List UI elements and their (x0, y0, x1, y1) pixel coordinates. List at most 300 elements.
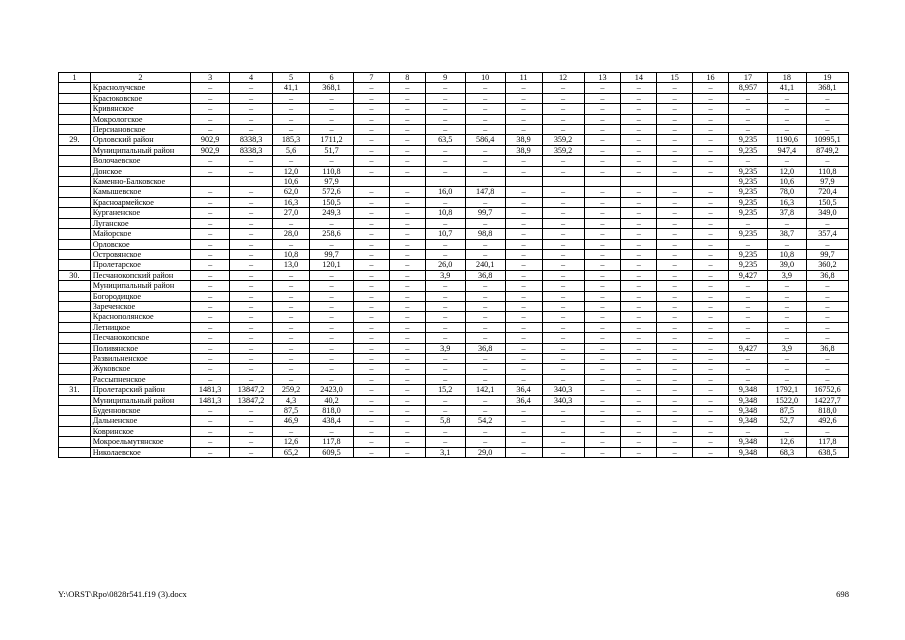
value-cell: – (728, 239, 767, 249)
value-cell: – (465, 83, 505, 93)
value-cell: – (806, 291, 848, 301)
value-cell: – (191, 197, 230, 207)
name-cell: Николаевское (90, 447, 190, 457)
data-table (58, 72, 849, 458)
value-cell: – (425, 249, 465, 259)
value-cell (59, 322, 91, 332)
value-cell: – (806, 353, 848, 363)
value-cell: – (389, 416, 425, 426)
value-cell (59, 343, 91, 353)
value-cell: – (728, 364, 767, 374)
name-cell: Муниципальный район (90, 145, 190, 155)
value-cell: 98,8 (465, 229, 505, 239)
value-cell: 10,6 (767, 177, 806, 187)
value-cell: – (389, 385, 425, 395)
value-cell: – (505, 312, 542, 322)
value-cell: – (425, 374, 465, 384)
value-cell: – (505, 270, 542, 280)
value-cell: – (728, 374, 767, 384)
value-cell (59, 166, 91, 176)
value-cell: 1190,6 (767, 135, 806, 145)
value-cell: 110,8 (806, 166, 848, 176)
value-cell: 5,6 (273, 145, 310, 155)
value-cell (59, 208, 91, 218)
value-cell (59, 395, 91, 405)
value-cell: – (693, 374, 729, 384)
name-cell: Донское (90, 166, 190, 176)
name-cell: Каменно-Балковское (90, 177, 190, 187)
value-cell: – (693, 197, 729, 207)
value-cell: 36,8 (465, 343, 505, 353)
value-cell (191, 177, 230, 187)
value-cell: – (693, 301, 729, 311)
table-row (59, 239, 849, 249)
value-cell: – (584, 416, 621, 426)
value-cell: – (465, 281, 505, 291)
value-cell (59, 145, 91, 155)
table-row (59, 104, 849, 114)
value-cell (59, 177, 91, 187)
value-cell: – (693, 281, 729, 291)
value-cell: 1481,3 (191, 395, 230, 405)
value-cell: – (354, 229, 390, 239)
value-cell: – (230, 187, 273, 197)
value-cell: – (191, 426, 230, 436)
value-cell: 10,8 (273, 249, 310, 259)
value-cell: 36,8 (806, 270, 848, 280)
value-cell: – (505, 343, 542, 353)
value-cell: – (354, 281, 390, 291)
value-cell (59, 426, 91, 436)
value-cell: 65,2 (273, 447, 310, 457)
value-cell: – (309, 156, 353, 166)
value-cell: – (584, 218, 621, 228)
value-cell: – (767, 426, 806, 436)
value-cell: – (505, 301, 542, 311)
value-cell (59, 406, 91, 416)
value-cell: – (657, 301, 693, 311)
value-cell: – (693, 322, 729, 332)
value-cell: – (389, 406, 425, 416)
value-cell: – (389, 239, 425, 249)
value-cell: – (542, 406, 584, 416)
value-cell: – (191, 125, 230, 135)
value-cell: 10995,1 (806, 135, 848, 145)
value-cell: 5,8 (425, 416, 465, 426)
table-row (59, 93, 849, 103)
name-cell: Островянское (90, 249, 190, 259)
value-cell: – (728, 322, 767, 332)
value-cell: – (584, 312, 621, 322)
value-cell (59, 249, 91, 259)
value-cell: – (693, 426, 729, 436)
value-cell: – (621, 145, 657, 155)
value-cell: 9,348 (728, 406, 767, 416)
value-cell: 357,4 (806, 229, 848, 239)
value-cell: – (657, 281, 693, 291)
value-cell: – (542, 239, 584, 249)
value-cell: 28,0 (273, 229, 310, 239)
value-cell: – (693, 270, 729, 280)
value-cell: – (584, 374, 621, 384)
value-cell: – (191, 281, 230, 291)
value-cell: 38,9 (505, 135, 542, 145)
value-cell: 87,5 (273, 406, 310, 416)
value-cell (59, 239, 91, 249)
value-cell: – (191, 374, 230, 384)
table-row (59, 343, 849, 353)
value-cell: – (230, 353, 273, 363)
value-cell: – (693, 239, 729, 249)
value-cell (59, 197, 91, 207)
table-row (59, 125, 849, 135)
value-cell: – (505, 437, 542, 447)
value-cell: – (728, 353, 767, 363)
value-cell: – (389, 281, 425, 291)
value-cell: – (728, 291, 767, 301)
table-row (59, 322, 849, 332)
table-row (59, 249, 849, 259)
value-cell: – (767, 281, 806, 291)
value-cell: 16752,6 (806, 385, 848, 395)
header-row (59, 73, 849, 83)
name-cell: Краснополянское (90, 312, 190, 322)
value-cell: – (806, 426, 848, 436)
value-cell (59, 229, 91, 239)
value-cell: – (354, 104, 390, 114)
value-cell: – (425, 281, 465, 291)
value-cell: – (465, 395, 505, 405)
value-cell (584, 177, 621, 187)
value-cell: 9,348 (728, 395, 767, 405)
value-cell: – (621, 281, 657, 291)
table-row (59, 156, 849, 166)
value-cell: – (542, 291, 584, 301)
value-cell: – (309, 239, 353, 249)
value-cell: – (354, 395, 390, 405)
value-cell: – (230, 343, 273, 353)
value-cell: – (584, 135, 621, 145)
value-cell: – (465, 301, 505, 311)
value-cell: – (657, 145, 693, 155)
value-cell: – (389, 374, 425, 384)
value-cell: – (389, 218, 425, 228)
value-cell: – (191, 343, 230, 353)
value-cell: 63,5 (425, 135, 465, 145)
value-cell: – (505, 260, 542, 270)
name-cell: Персиановское (90, 125, 190, 135)
value-cell: – (389, 343, 425, 353)
value-cell: – (230, 281, 273, 291)
value-cell (59, 301, 91, 311)
value-cell: – (389, 114, 425, 124)
value-cell: – (584, 333, 621, 343)
value-cell: – (191, 437, 230, 447)
value-cell: – (230, 249, 273, 259)
table-row (59, 166, 849, 176)
value-cell: – (657, 239, 693, 249)
value-cell: – (584, 208, 621, 218)
value-cell: – (767, 104, 806, 114)
value-cell: – (230, 406, 273, 416)
value-cell: 117,8 (309, 437, 353, 447)
document-page (58, 72, 849, 458)
value-cell: – (505, 447, 542, 457)
value-cell: 110,8 (309, 166, 353, 176)
table-row (59, 447, 849, 457)
value-cell: – (389, 249, 425, 259)
value-cell: 9,235 (728, 177, 767, 187)
value-cell: – (584, 406, 621, 416)
value-cell: – (273, 353, 310, 363)
name-cell: Зареченское (90, 301, 190, 311)
value-cell: – (806, 125, 848, 135)
value-cell: – (230, 301, 273, 311)
value-cell: – (230, 437, 273, 447)
column-number-cell: 13 (584, 73, 621, 83)
value-cell: – (465, 166, 505, 176)
value-cell: – (621, 166, 657, 176)
value-cell: 52,7 (767, 416, 806, 426)
value-cell: – (425, 353, 465, 363)
value-cell: – (693, 406, 729, 416)
value-cell: – (191, 166, 230, 176)
value-cell (59, 260, 91, 270)
value-cell: – (309, 374, 353, 384)
value-cell: – (505, 426, 542, 436)
value-cell: – (584, 166, 621, 176)
value-cell: – (621, 218, 657, 228)
name-cell: Муниципальный район (90, 395, 190, 405)
value-cell: – (425, 197, 465, 207)
value-cell: – (389, 229, 425, 239)
value-cell: – (191, 187, 230, 197)
value-cell (693, 177, 729, 187)
value-cell: – (806, 218, 848, 228)
value-cell: – (389, 125, 425, 135)
value-cell: 9,235 (728, 249, 767, 259)
name-cell: Курганенское (90, 208, 190, 218)
value-cell: – (621, 125, 657, 135)
value-cell: – (693, 437, 729, 447)
value-cell: – (230, 208, 273, 218)
value-cell: – (621, 312, 657, 322)
table-row (59, 187, 849, 197)
value-cell: – (191, 406, 230, 416)
value-cell: – (584, 426, 621, 436)
value-cell: – (505, 125, 542, 135)
value-cell: – (505, 406, 542, 416)
value-cell: – (621, 426, 657, 436)
value-cell: 368,1 (806, 83, 848, 93)
name-cell: Краснолучское (90, 83, 190, 93)
value-cell: – (806, 374, 848, 384)
value-cell: – (273, 114, 310, 124)
value-cell: – (191, 353, 230, 363)
value-cell: – (354, 145, 390, 155)
value-cell: – (542, 114, 584, 124)
value-cell: 9,235 (728, 187, 767, 197)
table-row (59, 218, 849, 228)
value-cell: – (584, 156, 621, 166)
value-cell: – (693, 114, 729, 124)
value-cell: – (354, 385, 390, 395)
value-cell (59, 353, 91, 363)
value-cell: – (505, 416, 542, 426)
value-cell: 638,5 (806, 447, 848, 457)
value-cell: 41,1 (767, 83, 806, 93)
value-cell: – (657, 166, 693, 176)
value-cell: – (354, 291, 390, 301)
value-cell: 359,2 (542, 145, 584, 155)
value-cell: – (389, 312, 425, 322)
value-cell: – (584, 364, 621, 374)
value-cell: 340,3 (542, 385, 584, 395)
value-cell: – (657, 385, 693, 395)
value-cell: – (767, 291, 806, 301)
value-cell: – (767, 312, 806, 322)
value-cell: – (657, 353, 693, 363)
value-cell: 87,5 (767, 406, 806, 416)
value-cell: – (309, 114, 353, 124)
value-cell: – (273, 281, 310, 291)
value-cell: – (191, 83, 230, 93)
value-cell (59, 93, 91, 103)
value-cell: – (309, 104, 353, 114)
value-cell: 117,8 (806, 437, 848, 447)
column-number-cell: 4 (230, 73, 273, 83)
value-cell: – (657, 197, 693, 207)
value-cell: – (465, 239, 505, 249)
value-cell: 359,2 (542, 135, 584, 145)
value-cell: – (230, 364, 273, 374)
value-cell: – (191, 229, 230, 239)
value-cell: – (273, 301, 310, 311)
value-cell: – (273, 270, 310, 280)
value-cell: – (542, 197, 584, 207)
value-cell: – (693, 187, 729, 197)
value-cell: – (767, 93, 806, 103)
value-cell: 16,3 (767, 197, 806, 207)
value-cell: – (465, 156, 505, 166)
value-cell: – (621, 437, 657, 447)
value-cell: – (354, 187, 390, 197)
value-cell: – (657, 395, 693, 405)
value-cell: 150,5 (309, 197, 353, 207)
table-row (59, 145, 849, 155)
value-cell: 46,9 (273, 416, 310, 426)
value-cell: – (191, 333, 230, 343)
column-number-cell: 2 (90, 73, 190, 83)
name-cell: Ковринское (90, 426, 190, 436)
value-cell: – (309, 218, 353, 228)
value-cell: – (657, 114, 693, 124)
value-cell: – (425, 145, 465, 155)
value-cell: 41,1 (273, 83, 310, 93)
value-cell: – (584, 83, 621, 93)
value-cell: – (584, 260, 621, 270)
value-cell: – (542, 312, 584, 322)
value-cell: – (230, 291, 273, 301)
value-cell: 99,7 (465, 208, 505, 218)
value-cell: – (505, 197, 542, 207)
value-cell: 13,0 (273, 260, 310, 270)
value-cell: 97,9 (309, 177, 353, 187)
value-cell: 720,4 (806, 187, 848, 197)
value-cell: – (230, 374, 273, 384)
value-cell: – (465, 333, 505, 343)
value-cell: 10,6 (273, 177, 310, 187)
value-cell: – (767, 125, 806, 135)
value-cell: 27,0 (273, 208, 310, 218)
column-number-cell: 7 (354, 73, 390, 83)
value-cell: – (693, 291, 729, 301)
value-cell: – (767, 301, 806, 311)
value-cell (59, 156, 91, 166)
name-cell: Красюковское (90, 93, 190, 103)
value-cell: 3,9 (767, 343, 806, 353)
value-cell: – (425, 437, 465, 447)
table-row (59, 135, 849, 145)
value-cell: – (542, 437, 584, 447)
value-cell: – (354, 447, 390, 457)
value-cell: – (273, 239, 310, 249)
value-cell: 609,5 (309, 447, 353, 457)
value-cell: – (621, 156, 657, 166)
value-cell: – (657, 208, 693, 218)
value-cell: – (425, 364, 465, 374)
value-cell: – (657, 312, 693, 322)
name-cell: Мокрологское (90, 114, 190, 124)
value-cell: 360,2 (806, 260, 848, 270)
value-cell: – (728, 218, 767, 228)
value-cell: 902,9 (191, 135, 230, 145)
value-cell: – (465, 312, 505, 322)
value-cell (465, 177, 505, 187)
value-cell: – (621, 353, 657, 363)
value-cell: – (657, 218, 693, 228)
value-cell: 14227,7 (806, 395, 848, 405)
name-cell: Муниципальный район (90, 281, 190, 291)
value-cell: – (191, 156, 230, 166)
value-cell: – (191, 218, 230, 228)
value-cell: – (389, 426, 425, 436)
column-number-cell: 15 (657, 73, 693, 83)
value-cell: – (693, 218, 729, 228)
value-cell: 62,0 (273, 187, 310, 197)
column-number-cell: 3 (191, 73, 230, 83)
value-cell: – (354, 374, 390, 384)
value-cell: – (425, 291, 465, 301)
value-cell: – (542, 301, 584, 311)
value-cell: 3,9 (767, 270, 806, 280)
value-cell: – (621, 395, 657, 405)
value-cell: – (693, 104, 729, 114)
value-cell: – (728, 333, 767, 343)
table-row (59, 270, 849, 280)
value-cell: 1522,0 (767, 395, 806, 405)
value-cell: – (542, 260, 584, 270)
value-cell: – (230, 197, 273, 207)
value-cell: 3,9 (425, 343, 465, 353)
value-cell: – (806, 301, 848, 311)
value-cell: 142,1 (465, 385, 505, 395)
value-cell: – (621, 229, 657, 239)
value-cell: 9,235 (728, 229, 767, 239)
value-cell: 15,2 (425, 385, 465, 395)
value-cell: – (389, 187, 425, 197)
value-cell: – (767, 364, 806, 374)
